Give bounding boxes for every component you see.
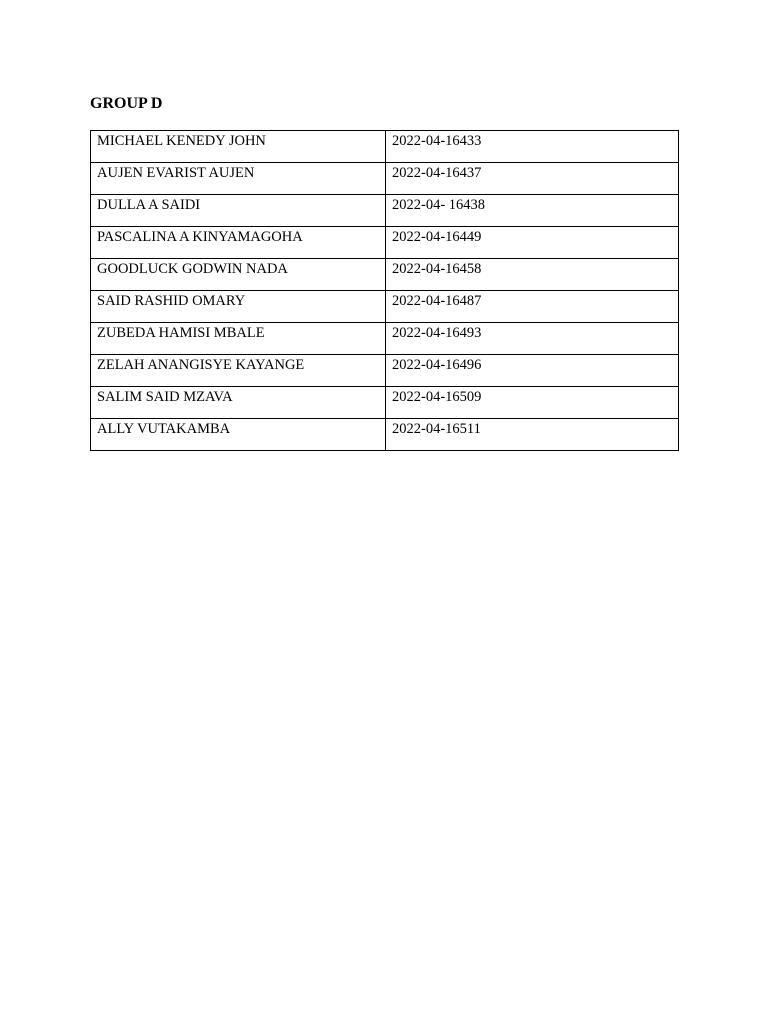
- registration-number-cell: 2022-04-16433: [386, 131, 679, 163]
- member-name-cell: ZUBEDA HAMISI MBALE: [91, 323, 386, 355]
- member-name-cell: GOODLUCK GODWIN NADA: [91, 259, 386, 291]
- table-row: [91, 387, 679, 419]
- registration-number-cell: 2022-04- 16438: [386, 195, 679, 227]
- table-row: [91, 355, 679, 387]
- registration-number-cell: 2022-04-16458: [386, 259, 679, 291]
- member-name-cell: MICHAEL KENEDY JOHN: [91, 131, 386, 163]
- registration-number-cell: 2022-04-16509: [386, 387, 679, 419]
- registration-number-cell: 2022-04-16496: [386, 355, 679, 387]
- table-row: [91, 195, 679, 227]
- member-name-cell: AUJEN EVARIST AUJEN: [91, 163, 386, 195]
- table-row: [91, 323, 679, 355]
- table-row: [91, 419, 679, 451]
- member-name-cell: ALLY VUTAKAMBA: [91, 419, 386, 451]
- registration-number-cell: 2022-04-16511: [386, 419, 679, 451]
- registration-number-cell: 2022-04-16487: [386, 291, 679, 323]
- table-row: [91, 131, 679, 163]
- table-row: [91, 291, 679, 323]
- table-row: [91, 259, 679, 291]
- member-name-cell: DULLA A SAIDI: [91, 195, 386, 227]
- registration-number-cell: 2022-04-16449: [386, 227, 679, 259]
- member-name-cell: PASCALINA A KINYAMAGOHA: [91, 227, 386, 259]
- table-row: [91, 163, 679, 195]
- registration-number-cell: 2022-04-16493: [386, 323, 679, 355]
- member-name-cell: SALIM SAID MZAVA: [91, 387, 386, 419]
- registration-number-cell: 2022-04-16437: [386, 163, 679, 195]
- member-table: [90, 130, 679, 451]
- member-name-cell: SAID RASHID OMARY: [91, 291, 386, 323]
- member-name-cell: ZELAH ANANGISYE KAYANGE: [91, 355, 386, 387]
- table-row: [91, 227, 679, 259]
- group-heading: GROUP D: [90, 95, 163, 112]
